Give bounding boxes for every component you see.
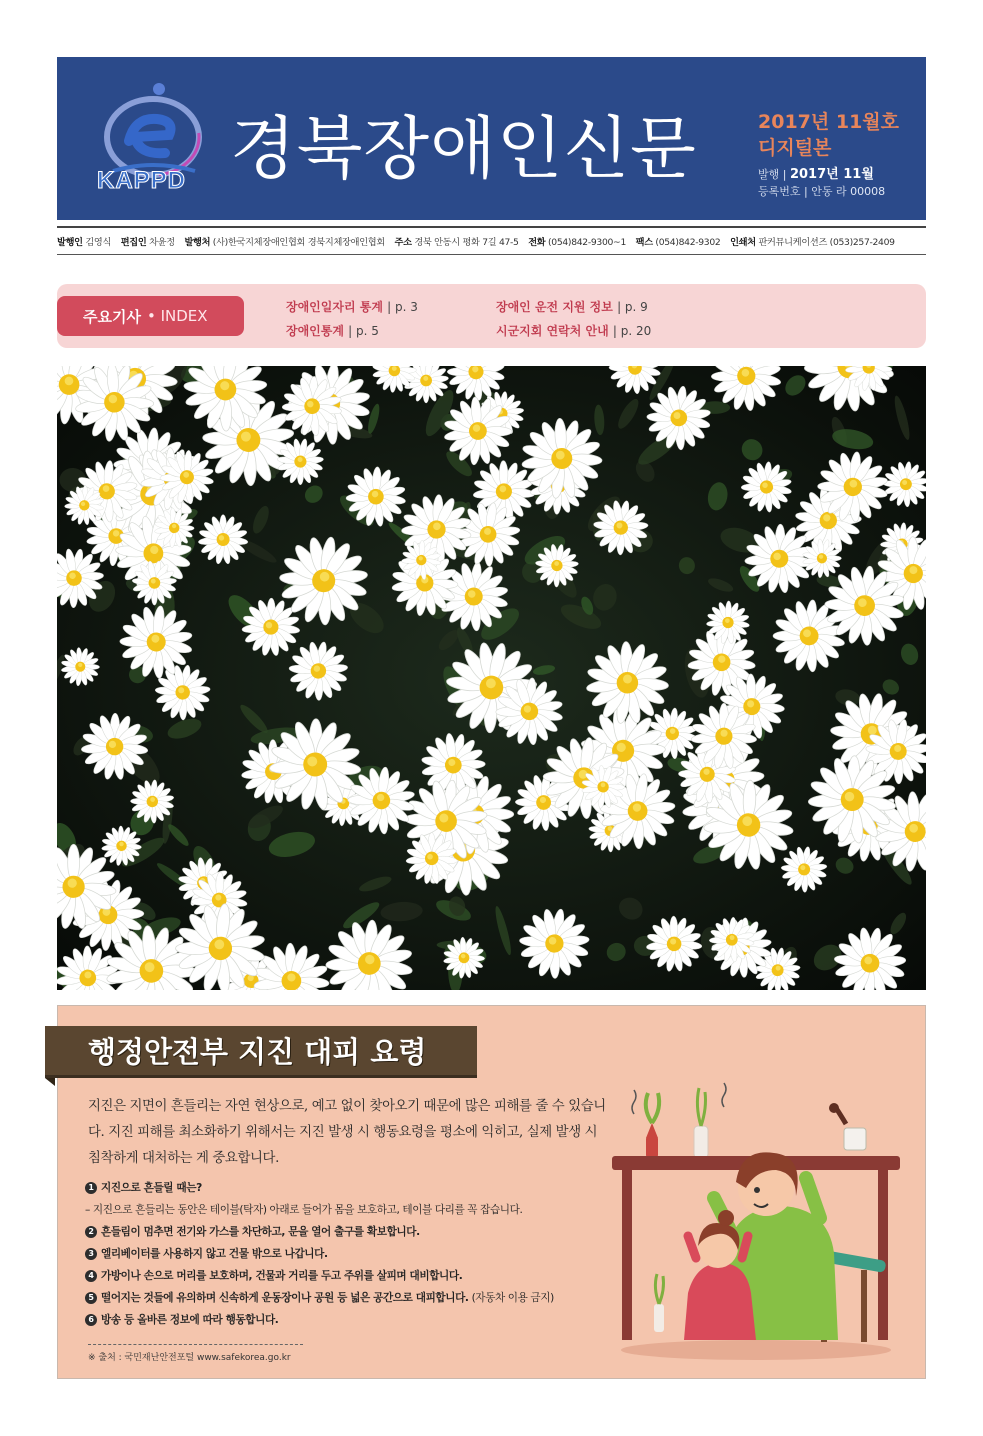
index-item-page: | p. 9: [617, 300, 648, 314]
publisher-label: 발행인: [57, 237, 83, 248]
info-bottom-rule: [57, 254, 926, 255]
list-item: [85, 1177, 615, 1199]
step-number: 6: [85, 1314, 97, 1326]
index-item-title: 장애인일자리 통계: [286, 300, 383, 314]
publish-date: 발행 | 2017년 11월: [758, 167, 874, 182]
phone-value: (054)842-9300~1: [548, 237, 626, 248]
step-number: 2: [85, 1226, 97, 1238]
list-item: [85, 1221, 615, 1243]
list-item: [85, 1309, 615, 1331]
list-item: [85, 1243, 615, 1265]
earthquake-illustration: [606, 1078, 906, 1368]
masthead: [57, 57, 926, 220]
printer-label: 인쇄처: [730, 237, 756, 248]
publish-label: 발행: [758, 168, 780, 181]
index-item[interactable]: [496, 322, 651, 339]
phone-label: 전화: [528, 237, 546, 248]
index-label: [57, 296, 244, 336]
step-number: 3: [85, 1248, 97, 1260]
list-item: [85, 1265, 615, 1287]
step-number: 4: [85, 1270, 97, 1282]
newspaper-title: 경북장애인신문: [230, 110, 697, 189]
logo-text: KAPPD: [97, 167, 187, 194]
step-text: 엘리베이터를 사용하지 않고 건물 밖으로 나갑니다.: [101, 1248, 328, 1260]
index-item-page: | p. 3: [387, 300, 418, 314]
index-item[interactable]: [496, 298, 648, 315]
index-item-title: 장애인통계: [286, 324, 344, 338]
chrysanthemum-photo: [57, 366, 926, 990]
index-item-title: 장애인 운전 지원 정보: [496, 300, 613, 314]
step-number: 5: [85, 1292, 97, 1304]
source-note: ※ 출처 : 국민재난안전포털 www.safekorea.go.kr: [88, 1353, 291, 1363]
index-item[interactable]: [286, 298, 418, 315]
org-name: (사)한국지체장애인협회 경북지체장애인협회: [212, 237, 385, 248]
publish-value: 2017년 11월: [789, 167, 874, 182]
index-label-ko: 주요기사: [83, 307, 141, 326]
index-item-title: 시군지회 연락처 안내: [496, 324, 609, 338]
registration-number: 등록번호 | 안동 라 00008: [758, 185, 886, 198]
earthquake-steps: [85, 1177, 615, 1331]
earthquake-title: 행정안전부 지진 대피 요령: [88, 1035, 427, 1069]
step-text: 떨어지는 것들에 유의하며 신속하게 운동장이나 공원 등 넓은 공간으로 대피합니다.: [101, 1292, 469, 1304]
index-item-page: | p. 5: [348, 324, 379, 338]
address-value: 경북 안동시 평화 7길 47-5: [414, 237, 519, 248]
publisher-info-bar: [57, 234, 937, 248]
index-box: [57, 284, 926, 348]
step-text: – 지진으로 흔들리는 동안은 테이블(탁자) 아래로 들어가 몸을 보호하고, 테이블 다리를 꼭 잡습니다.: [85, 1204, 523, 1216]
editor-label: 편집인: [120, 237, 147, 248]
address-label: 주소: [394, 237, 412, 248]
index-item[interactable]: [286, 322, 379, 339]
banner-fold: [45, 1078, 55, 1086]
step-note: (자동차 이용 금지): [471, 1292, 554, 1304]
flower-field: [57, 366, 926, 990]
publisher-name: 김영식: [85, 237, 112, 248]
editor-name: 차윤정: [149, 237, 175, 248]
step-text: 지진으로 흔들릴 때는?: [101, 1182, 202, 1194]
step-text: 흔들림이 멈추면 전기와 가스를 차단하고, 문을 열어 출구를 확보합니다.: [101, 1226, 420, 1238]
index-item-page: | p. 20: [612, 324, 652, 338]
info-top-rule: [57, 226, 926, 228]
index-label-en: • INDEX: [146, 307, 208, 325]
step-number: 1: [85, 1182, 97, 1194]
fax-value: (054)842-9302: [655, 237, 721, 248]
printer-value: 판커뮤니케이션즈 (053)257-2409: [758, 237, 895, 248]
list-item: [85, 1199, 615, 1221]
issue-label: 2017년 11월호: [758, 111, 899, 133]
list-item: [85, 1287, 615, 1309]
step-text: 가방이나 손으로 머리를 보호하며, 건물과 거리를 두고 주위를 살피며 대비합니다.: [101, 1270, 463, 1282]
org-label: 발행처: [184, 237, 211, 248]
fax-label: 팩스: [635, 237, 653, 248]
earthquake-intro: 지진은 지면이 흔들리는 자연 현상으로, 예고 없이 찾아오기 때문에 많은 피해를 줄 수 있습니다. 지진 피해를 최소화하기 위해서는 지진 발생 시 행동요령을 평소에 익히고, 실제 발생 시 침착하게 대처하는 게 중요합니다.: [88, 1099, 606, 1166]
edition-label: 디지털본: [758, 137, 832, 159]
source-divider: [88, 1344, 303, 1345]
step-text: 방송 등 올바른 정보에 따라 행동합니다.: [101, 1314, 279, 1326]
